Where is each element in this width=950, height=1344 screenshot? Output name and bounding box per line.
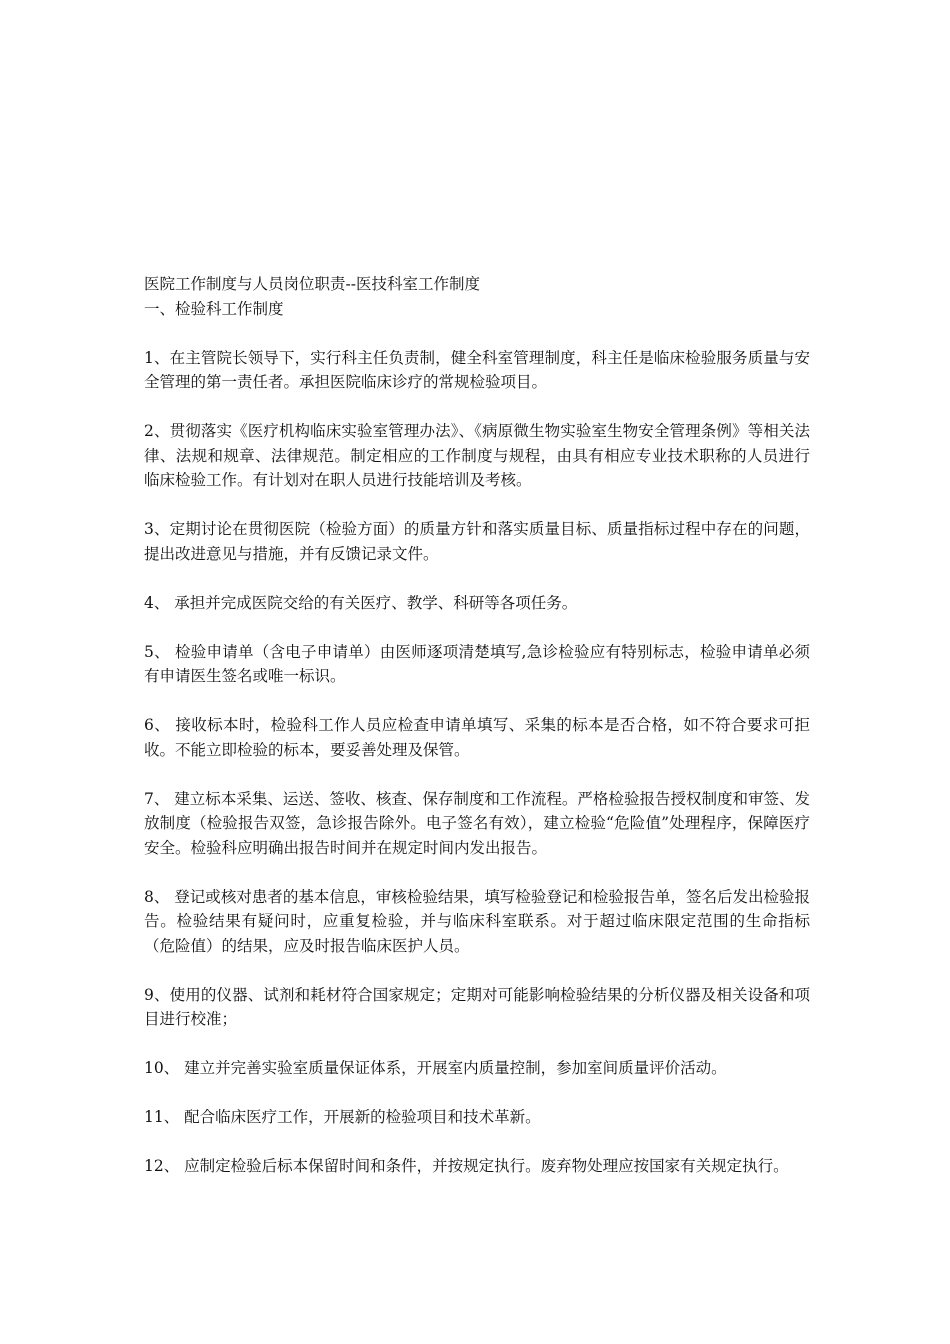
section-heading: 一、检验科工作制度 <box>144 299 284 318</box>
rule-paragraph-11: 11、 配合临床医疗工作，开展新的检验项目和技术革新。 <box>144 1108 541 1126</box>
rule-paragraph-9: 9、使用的仪器、试剂和耗材符合国家规定；定期对可能影响检验结果的分析仪器及相关设备和项目进行校准； <box>144 985 810 1028</box>
rule-paragraph-3: 3、定期讨论在贯彻医院（检验方面）的质量方针和落实质量目标、质量指标过程中存在的问题，提出改进意见与措施，并有反馈记录文件。 <box>144 520 810 563</box>
rule-paragraph-8: 8、 登记或核对患者的基本信息，审核检验结果，填写检验登记和检验报告单，签名后发出检验报告。检验结果有疑问时，应重复检验，并与临床科室联系。对于超过临床限定范围的生命指标（危险值）的结果，应及时报告临床医护人员。 <box>144 887 810 955</box>
rule-paragraph-1: 1、在主管院长领导下，实行科主任负责制，健全科室管理制度，科主任是临床检验服务质量与安全管理的第一责任者。承担医院临床诊疗的常规检验项目。 <box>144 348 810 391</box>
rule-paragraph-12: 12、 应制定检验后标本保留时间和条件，并按规定执行。废弃物处理应按国家有关规定执行。 <box>144 1157 789 1175</box>
document-title: 医院工作制度与人员岗位职责--医技科室工作制度 <box>144 275 480 293</box>
rule-paragraph-7: 7、 建立标本采集、运送、签收、核查、保存制度和工作流程。严格检验报告授权制度和审签、发放制度（检验报告双签，急诊报告除外。电子签名有效），建立检验“危险值”处理程序，保障医疗安全。检验科应明确出报告时间并在规定时间内发出报告。 <box>144 789 810 857</box>
rule-paragraph-2: 2、贯彻落实《医疗机构临床实验室管理办法》、《病原微生物实验室生物安全管理条例》等相关法律、法规和规章、法律规范。制定相应的工作制度与规程，由具有相应专业技术职称的人员进行临床检验工作。有计划对在职人员进行技能培训及考核。 <box>144 422 810 489</box>
rule-paragraph-4: 4、 承担并完成医院交给的有关医疗、教学、科研等各项任务。 <box>144 593 578 612</box>
document-body <box>144 272 810 1179</box>
rule-paragraph-10: 10、 建立并完善实验室质量保证体系，开展室内质量控制，参加室间质量评价活动。 <box>144 1059 727 1077</box>
rule-paragraph-5: 5、 检验申请单（含电子申请单）由医师逐项清楚填写,急诊检验应有特别标志，检验申请单必须有申请医生签名或唯一标识。 <box>144 642 810 685</box>
rule-paragraph-6: 6、 接收标本时，检验科工作人员应检查申请单填写、采集的标本是否合格，如不符合要求可拒收。不能立即检验的标本，要妥善处理及保管。 <box>144 716 810 759</box>
